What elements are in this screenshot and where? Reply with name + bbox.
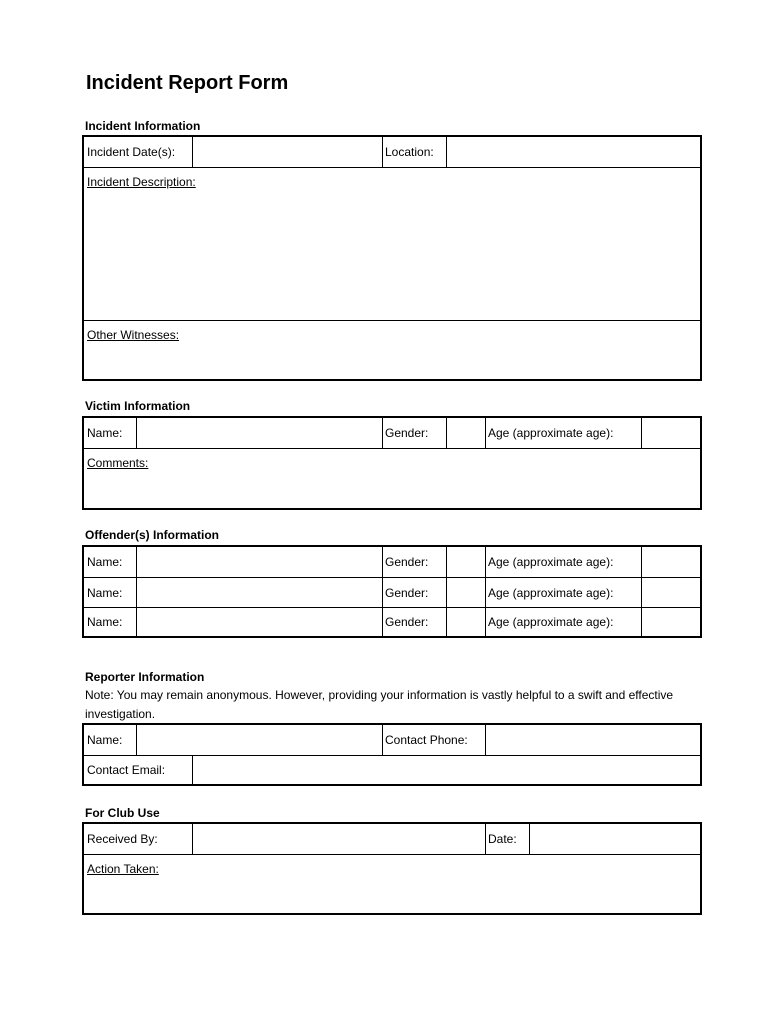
contact-phone-label: Contact Phone: [385,733,468,747]
incident-section-heading: Incident Information [85,119,201,133]
offender-gender-label: Gender: [385,585,429,600]
offender-name-field[interactable] [137,547,382,577]
victim-section-heading: Victim Information [85,399,191,413]
location-field[interactable] [447,137,700,167]
other-witnesses-area[interactable] [84,321,700,379]
victim-name-field[interactable] [137,418,382,448]
club-date-label: Date: [488,832,517,846]
page-title: Incident Report Form [86,72,289,94]
club-date-field[interactable] [530,824,700,854]
reporter-note: Note: You may remain anonymous. However, providing your information is vastly helpful to a swift and effective investigation. [85,688,674,721]
contact-phone-field[interactable] [486,725,700,755]
offender-age-label: Age (approximate age): [488,585,614,600]
reporter-name-label: Name: [87,733,123,747]
incident-info-table [82,135,702,381]
offender-name-label: Name: [87,585,123,600]
offender-name-label: Name: [87,555,123,569]
other-witnesses-label: Other Witnesses: [87,328,180,342]
incident-date-field[interactable] [193,137,382,167]
victim-comments-label: Comments: [87,456,149,470]
contact-email-label: Contact Email: [87,763,166,777]
offender-age-field[interactable] [642,608,700,636]
victim-gender-label: Gender: [385,426,429,440]
offender-gender-field[interactable] [447,608,485,636]
victim-age-field[interactable] [642,418,700,448]
victim-info-table [82,416,702,510]
offender-name-field[interactable] [137,578,382,607]
offender-age-field[interactable] [642,578,700,607]
offender-age-label: Age (approximate age): [488,555,614,569]
action-taken-area[interactable] [84,855,700,913]
club-use-table [82,822,702,915]
incident-date-label: Incident Date(s): [87,145,176,159]
action-taken-label: Action Taken: [87,862,159,876]
offender-gender-field[interactable] [447,547,485,577]
reporter-info-table [82,723,702,786]
offender-section-heading: Offender(s) Information [85,528,219,542]
victim-comments-area[interactable] [84,449,700,508]
victim-age-label: Age (approximate age): [488,426,614,440]
club-section-heading: For Club Use [85,806,160,820]
offender-age-field[interactable] [642,547,700,577]
reporter-section-heading: Reporter Information [85,670,205,684]
contact-email-field[interactable] [193,756,700,784]
offender-gender-label: Gender: [385,615,429,629]
victim-gender-field[interactable] [447,418,485,448]
offender-age-label: Age (approximate age): [488,615,614,629]
victim-name-label: Name: [87,426,123,440]
offender-info-table [82,545,702,638]
offender-name-field[interactable] [137,608,382,636]
reporter-name-field[interactable] [137,725,382,755]
offender-gender-label: Gender: [385,555,429,569]
incident-description-area[interactable] [84,168,700,320]
received-by-label: Received By: [87,832,158,846]
incident-description-label: Incident Description: [87,175,196,189]
offender-name-label: Name: [87,615,123,629]
offender-gender-field[interactable] [447,578,485,607]
received-by-field[interactable] [193,824,485,854]
location-label: Location: [385,145,434,159]
